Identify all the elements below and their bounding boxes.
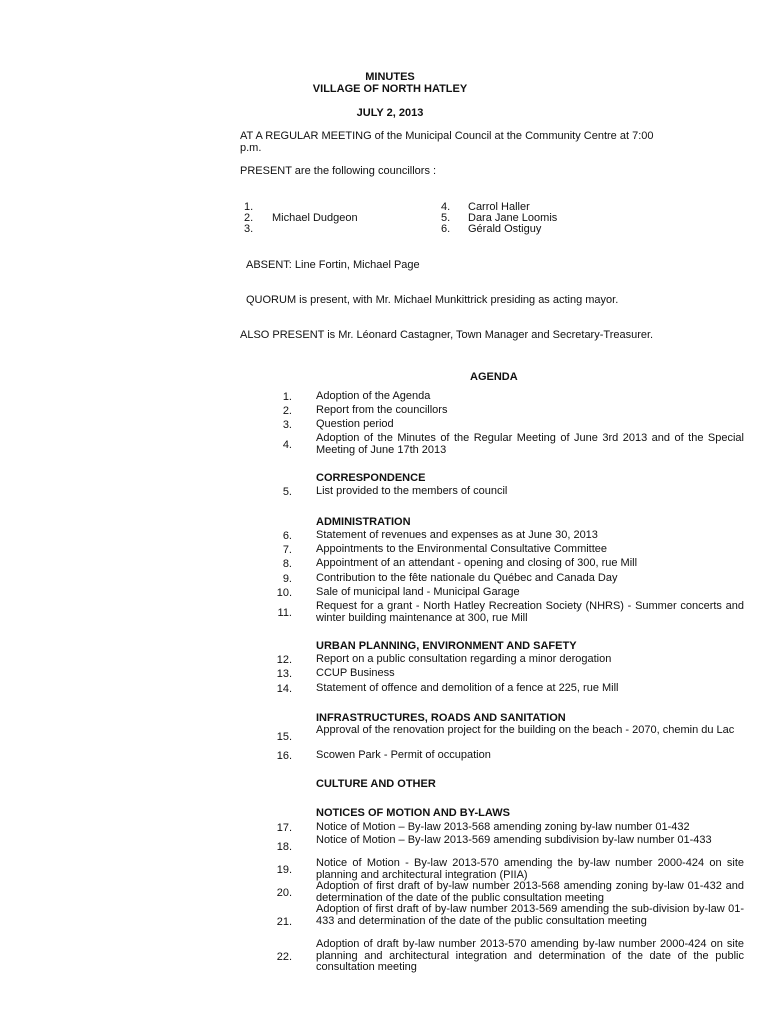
agenda-item-number: 19. [276, 864, 292, 876]
agenda-item-text: Sale of municipal land - Municipal Garage [316, 586, 520, 598]
councillor-num: 4. [441, 201, 451, 213]
quorum-line: QUORUM is present, with Mr. Michael Munkittrick presiding as acting mayor. [246, 294, 619, 306]
agenda-item-number: 9. [282, 573, 292, 585]
also-present-line: ALSO PRESENT is Mr. Léonard Castagner, Town Manager and Secretary-Treasurer. [240, 329, 654, 341]
agenda-item-number: 4. [282, 439, 292, 451]
agenda-item-number: 2. [282, 405, 292, 417]
agenda-item-text: Adoption of the Minutes of the Regular Meeting of June 3rd 2013 and of the Special Meeting of June 17th 2013 [316, 432, 744, 456]
agenda-item-text: CCUP Business [316, 667, 395, 679]
agenda-item-text: Notice of Motion – By-law 2013-568 amending zoning by-law number 01-432 [316, 821, 690, 833]
councillor-num: 1. [244, 201, 254, 213]
section-heading-administration: ADMINISTRATION [316, 516, 411, 528]
councillor-num: 6. [441, 223, 451, 235]
agenda-item-number: 8. [282, 558, 292, 570]
councillor-num: 3. [244, 223, 254, 235]
agenda-item-text: Notice of Motion – By-law 2013-569 amending subdivision by-law number 01-433 [316, 834, 712, 846]
agenda-item-text: Contribution to the fête nationale du Québec and Canada Day [316, 572, 618, 584]
agenda-item-text: Request for a grant - North Hatley Recreation Society (NHRS) - Summer concerts and winter building maintenance at 300, rue Mill [316, 600, 744, 624]
councillor-name: Dara Jane Loomis [468, 212, 558, 224]
meeting-line-1: AT A REGULAR MEETING of the Municipal Council at the Community Centre at 7:00 [240, 130, 654, 142]
agenda-item-text: Report from the councillors [316, 404, 448, 416]
section-heading-culture: CULTURE AND OTHER [316, 778, 436, 790]
section-heading-correspondence: CORRESPONDENCE [316, 472, 426, 484]
agenda-item-text: Appointment of an attendant - opening and closing of 300, rue Mill [316, 557, 638, 569]
agenda-item-text: Scowen Park - Permit of occupation [316, 749, 491, 761]
agenda-item-text: List provided to the members of council [316, 485, 508, 497]
agenda-item-text: Report on a public consultation regarding a minor derogation [316, 653, 612, 665]
section-heading-urban-planning: URBAN PLANNING, ENVIRONMENT AND SAFETY [316, 640, 577, 652]
doc-title: MINUTES [365, 71, 415, 83]
agenda-item-number: 7. [282, 544, 292, 556]
agenda-item-text: Adoption of first draft of by-law number 2013-569 amending the sub-division by-law 01-433 and determination of the date of the public consultation meeting [316, 903, 744, 927]
agenda-item-text: Approval of the renovation project for the building on the beach - 2070, chemin du Lac [316, 724, 735, 736]
agenda-item-text: Adoption of the Agenda [316, 390, 431, 402]
doc-subtitle: VILLAGE OF NORTH HATLEY [312, 83, 468, 95]
agenda-item-number: 3. [282, 419, 292, 431]
agenda-item-number: 14. [276, 683, 292, 695]
meeting-line-2: p.m. [240, 142, 262, 154]
agenda-item-text: Question period [316, 418, 394, 430]
section-heading-notices: NOTICES OF MOTION AND BY-LAWS [316, 807, 510, 819]
agenda-item-number: 11. [277, 607, 292, 619]
councillor-num: 5. [441, 212, 451, 224]
agenda-item-number: 16. [276, 750, 292, 762]
agenda-item-number: 22. [276, 951, 292, 963]
agenda-item-number: 17. [276, 822, 292, 834]
agenda-item-number: 5. [282, 486, 292, 498]
agenda-item-number: 10. [276, 587, 292, 599]
agenda-item-number: 21. [276, 916, 292, 928]
agenda-title: AGENDA [470, 371, 518, 383]
section-heading-infrastructures: INFRASTRUCTURES, ROADS AND SANITATION [316, 712, 566, 724]
agenda-item-number: 18. [276, 841, 292, 853]
councillor-name: Michael Dudgeon [272, 212, 358, 224]
meeting-date: JULY 2, 2013 [356, 107, 424, 119]
agenda-item-text: Adoption of first draft of by-law number 2013-568 amending zoning by-law 01-432 and determination of the date of the public consultation meeting [316, 880, 744, 904]
agenda-item-number: 20. [276, 887, 292, 899]
agenda-item-number: 6. [282, 530, 292, 542]
agenda-item-text: Notice of Motion - By-law 2013-570 amending the by-law number 2000-424 on site planning and architectural integration (PIIA) [316, 857, 744, 881]
agenda-item-text: Appointments to the Environmental Consultative Committee [316, 543, 608, 555]
present-line: PRESENT are the following councillors : [240, 165, 437, 177]
councillor-num: 2. [244, 212, 254, 224]
absent-line: ABSENT: Line Fortin, Michael Page [246, 259, 420, 271]
agenda-item-number: 1. [282, 391, 292, 403]
agenda-item-number: 13. [276, 668, 292, 680]
councillor-name: Carrol Haller [468, 201, 530, 213]
agenda-item-text: Statement of offence and demolition of a fence at 225, rue Mill [316, 682, 619, 694]
agenda-item-text: Adoption of draft by-law number 2013-570 amending by-law number 2000-424 on site planning and architectural integration and determination of the date of the public consultation meeting [316, 938, 744, 973]
agenda-item-text: Statement of revenues and expenses as at June 30, 2013 [316, 529, 598, 541]
councillor-name: Gérald Ostiguy [468, 223, 542, 235]
agenda-item-number: 12. [276, 654, 292, 666]
agenda-item-number: 15. [276, 731, 292, 743]
